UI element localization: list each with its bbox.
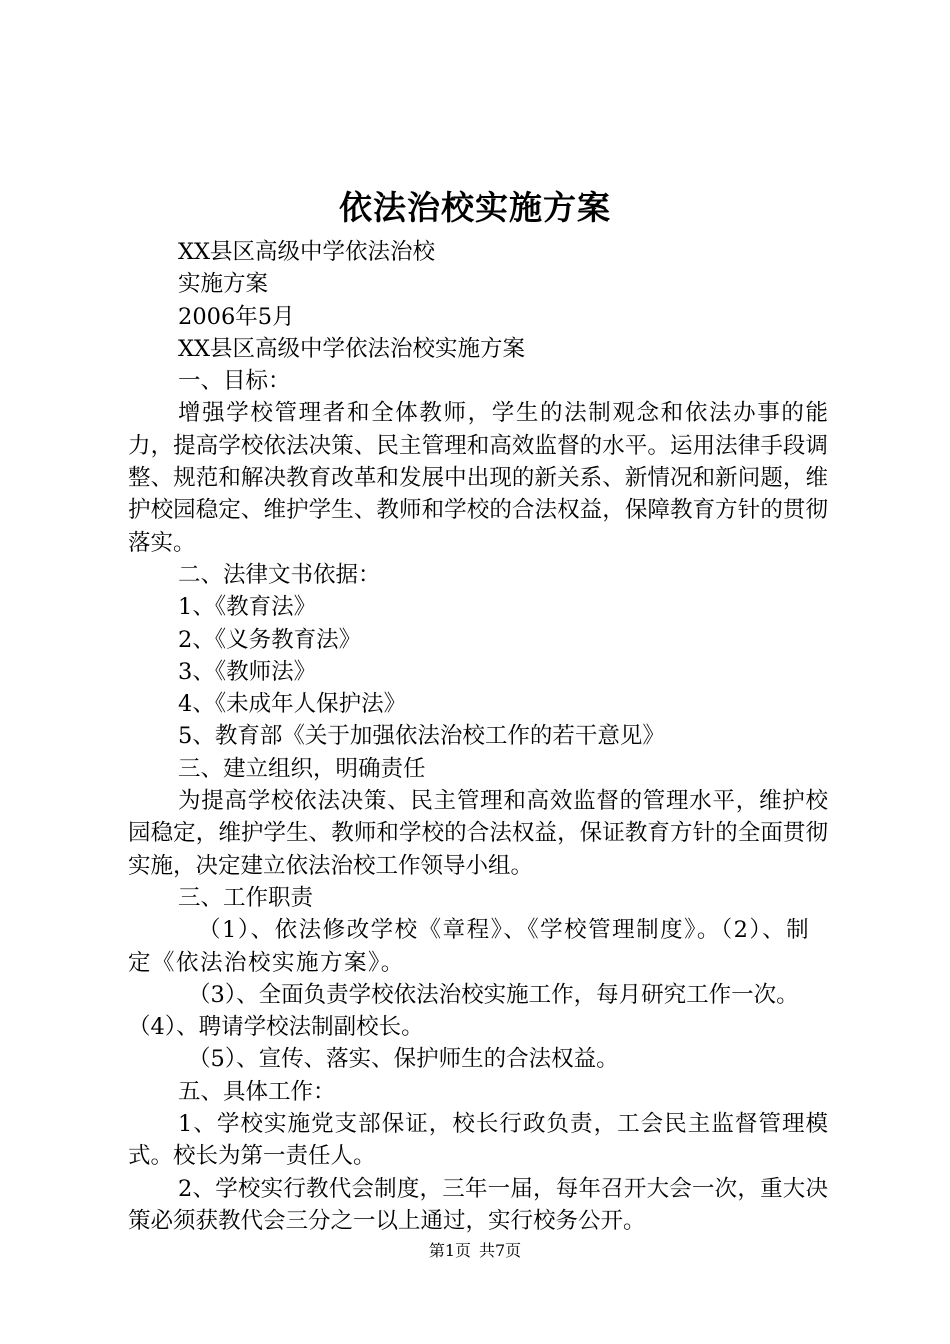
legal-basis-item: 2、《义务教育法》 [178, 626, 362, 653]
section-heading-legal-basis: 二、法律文书依据： [178, 561, 381, 588]
document-body [128, 236, 828, 1237]
specific-work-item: 1、学校实施党支部保证，校长行政负责，工会民主监督管理模式。校长为第一责任人。 [128, 1111, 828, 1170]
header-line-school: XX县区高级中学依法治校 [178, 239, 436, 265]
header-line-date: 2006年5月 [178, 303, 295, 330]
legal-basis-item: 5、教育部《关于加强依法治校工作的若干意见》 [178, 723, 665, 750]
page-footer [0, 1240, 950, 1262]
paragraph-organization: 为提高学校依法决策、民主管理和高效监督的管理水平，维护校园稳定，维护学生、教师和学校的合法权益，保证教育方针的全面贯彻实施，决定建立依法治校工作领导小组。 [128, 788, 828, 879]
paragraph-goals: 增强学校管理者和全体教师，学生的法制观念和依法办事的能力，提高学校依法决策、民主管理和高效监督的水平。运用法律手段调整、规范和解决教育改革和发展中出现的新关系、新情况和新问题，维护校园稳定、维护学生、教师和学校的合法权益，保障教育方针的贯彻落实。 [128, 400, 828, 556]
header-line-plan: 实施方案 [178, 271, 269, 298]
page-total: 共7页 [479, 1241, 522, 1260]
specific-work-item: 2、学校实行教代会制度，三年一届，每年召开大会一次，重大决策必须获教代会三分之一以上通过，实行校务公开。 [128, 1175, 828, 1234]
duty-item: （1）、依法修改学校《章程》、《学校管理制度》。（2）、制定《依法治校实施方案》。 [128, 917, 811, 976]
section-heading-organization: 三、建立组织，明确责任 [178, 755, 426, 782]
header-line-full-title: XX县区高级中学依法治校实施方案 [178, 335, 526, 362]
duty-item: （3）、全面负责学校依法治校实施工作，每月研究工作一次。（4）、聘请学校法制副校长。 [128, 981, 799, 1041]
legal-basis-item: 4、《未成年人保护法》 [178, 691, 407, 718]
page-number: 第1页 [428, 1241, 471, 1260]
document-title: 依法治校实施方案 [339, 188, 611, 227]
legal-basis-item: 1、《教育法》 [178, 594, 317, 621]
section-heading-specific-work: 五、具体工作： [178, 1078, 336, 1105]
section-heading-goals: 一、目标： [178, 368, 291, 395]
duty-item: （5）、宣传、落实、保护师生的合法权益。 [188, 1046, 619, 1073]
section-heading-duties: 三、工作职责 [178, 884, 314, 911]
legal-basis-item: 3、《教师法》 [178, 658, 317, 685]
